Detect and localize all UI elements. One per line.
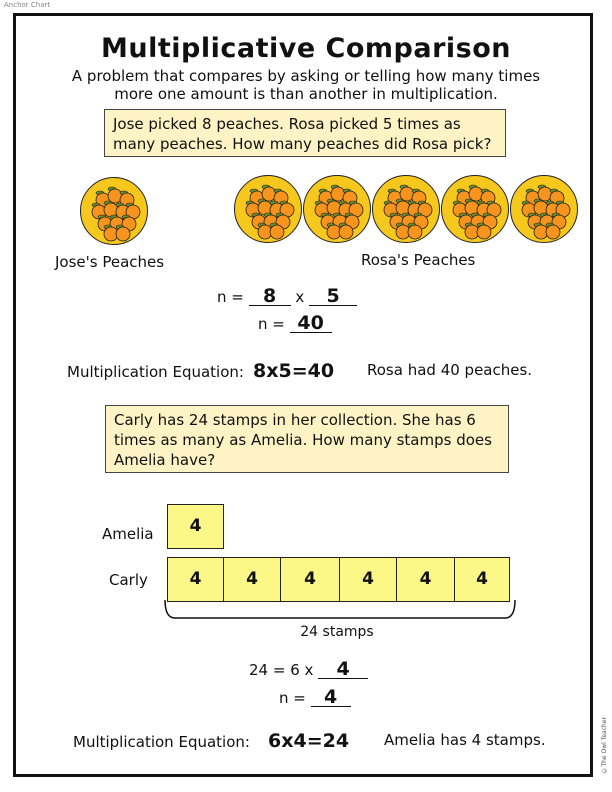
carly-bar-cell: 4 xyxy=(167,557,224,602)
peach xyxy=(116,227,130,241)
problem-2-box: Carly has 24 stamps in her collection. She has 6 times as many as Amelia. How many stamps does Amelia have? xyxy=(105,405,509,473)
carly-bar-cell: 4 xyxy=(396,557,455,602)
peach-bunch-icon xyxy=(303,175,371,243)
answer-statement: Rosa had 40 peaches. xyxy=(367,361,533,379)
peach-cluster xyxy=(442,176,510,244)
problem-2-equation-2 xyxy=(279,688,351,707)
multiplication-equation: 6x4=24 xyxy=(268,730,350,752)
multiplication-equation: 8x5=40 xyxy=(253,360,335,382)
definition-text: A problem that compares by asking or telling how many times more one amount is than another in multiplication. xyxy=(71,67,541,103)
carly-label: Carly xyxy=(109,571,148,589)
rosa-caption: Rosa's Peaches xyxy=(361,251,476,269)
carly-bar-cell: 4 xyxy=(223,557,281,602)
eq-answer: 40 xyxy=(290,314,332,333)
problem-2-equation-1 xyxy=(249,660,368,679)
eq-prefix: n = xyxy=(217,288,244,306)
page-title: Multiplicative Comparison xyxy=(101,33,511,64)
peach xyxy=(270,225,284,239)
answer-statement: Amelia has 4 stamps. xyxy=(384,731,546,749)
carly-bar-cell: 4 xyxy=(454,557,510,602)
amelia-label: Amelia xyxy=(102,525,154,543)
eq-operator: x xyxy=(295,288,305,306)
peach-cluster xyxy=(511,176,579,244)
eq-prefix: n = xyxy=(279,689,306,707)
problem-1-box: Jose picked 8 peaches. Rosa picked 5 times as many peaches. How many peaches did Rosa pick? xyxy=(104,109,506,157)
peach-cluster xyxy=(235,176,303,244)
total-label: 24 stamps xyxy=(300,624,374,640)
eq-prefix: 24 = 6 x xyxy=(249,661,314,679)
peach xyxy=(546,225,560,239)
multiplication-equation-label: Multiplication Equation: xyxy=(73,733,250,751)
peach-bunch-icon xyxy=(441,175,509,243)
carly-bar-cell: 4 xyxy=(280,557,340,602)
amelia-bar-cell: 4 xyxy=(167,504,224,549)
eq-factor-b: 5 xyxy=(309,287,357,306)
peach-bunch-icon xyxy=(372,175,440,243)
peach xyxy=(408,225,422,239)
credit-text: ©The Owl Teacher xyxy=(601,717,608,774)
eq-prefix: n = xyxy=(258,315,285,333)
peach-bunch-icon xyxy=(510,175,578,243)
peach xyxy=(339,225,353,239)
anchor-chart-label: Anchor Chart xyxy=(4,1,51,9)
peach-cluster xyxy=(81,178,149,246)
total-bracket xyxy=(163,598,517,624)
problem-1-equation-2 xyxy=(258,314,332,333)
peach xyxy=(477,225,491,239)
multiplication-equation-label: Multiplication Equation: xyxy=(67,363,244,381)
eq-answer: 4 xyxy=(318,660,368,679)
peach-bunch-icon xyxy=(234,175,302,243)
peach-cluster xyxy=(373,176,441,244)
peach-cluster xyxy=(304,176,372,244)
peach-bunch-icon xyxy=(80,177,148,245)
jose-caption: Jose's Peaches xyxy=(55,253,165,271)
eq-answer: 4 xyxy=(311,688,351,707)
carly-bar-cell: 4 xyxy=(339,557,397,602)
problem-1-equation-1 xyxy=(217,287,357,306)
eq-factor-a: 8 xyxy=(249,287,291,306)
